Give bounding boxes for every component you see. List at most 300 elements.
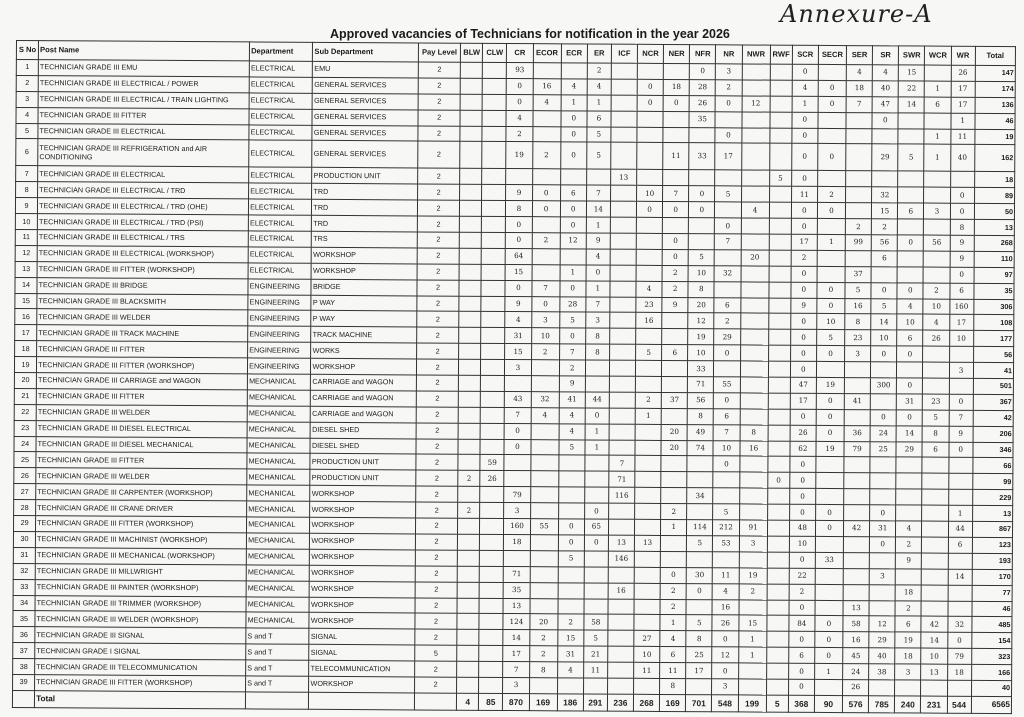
table-cell: 2: [660, 599, 686, 615]
table-cell: 2: [418, 168, 460, 184]
table-cell: 17: [790, 393, 816, 409]
table-cell: 18: [974, 172, 1014, 188]
table-cell: 8: [585, 328, 609, 344]
table-cell: 6: [949, 283, 973, 299]
table-cell: [481, 359, 505, 375]
table-cell: [531, 376, 559, 392]
table-cell: 0: [663, 202, 689, 218]
table-cell: 11: [950, 129, 974, 145]
table-body: [12, 60, 1015, 714]
table-cell: [482, 216, 506, 232]
column-header: BLW: [461, 43, 483, 62]
table-cell: 10: [949, 331, 973, 347]
table-cell: 0: [789, 600, 815, 616]
table-cell: [482, 201, 506, 217]
table-cell: 20: [741, 250, 769, 266]
table-cell: 162: [974, 145, 1015, 172]
table-cell: 9: [950, 235, 974, 251]
table-cell: [689, 218, 715, 234]
table-cell: 29: [869, 632, 895, 648]
table-cell: 10: [921, 648, 947, 664]
table-cell: 11: [634, 662, 660, 678]
table-cell: [922, 473, 948, 489]
table-cell: 0: [818, 144, 846, 171]
table-cell: [843, 552, 869, 568]
table-cell: 5: [16, 123, 38, 139]
table-cell: 6: [897, 330, 923, 346]
table-cell: WORKSHOP: [312, 247, 418, 264]
table-cell: [483, 62, 507, 78]
table-cell: TECHNICIAN GRADE III MACHINIST (WORKSHOP): [36, 532, 247, 549]
table-cell: [531, 439, 559, 455]
table-cell: 58: [843, 616, 869, 632]
table-cell: 0: [815, 632, 843, 648]
table-cell: [816, 473, 844, 489]
table-cell: 2: [660, 583, 686, 599]
table-cell: [767, 488, 789, 504]
table-cell: [815, 568, 843, 584]
table-cell: 0: [816, 425, 844, 441]
table-cell: 5: [713, 504, 739, 520]
table-cell: 3: [869, 568, 895, 584]
table-cell: 10: [789, 536, 815, 552]
table-cell: [530, 487, 558, 503]
table-cell: [458, 423, 480, 439]
table-cell: 110: [974, 251, 1014, 267]
table-cell: 29: [872, 144, 898, 171]
table-cell: 0: [790, 473, 816, 489]
table-cell: [460, 62, 482, 78]
table-cell: [715, 170, 741, 186]
table-cell: [458, 534, 480, 550]
table-cell: 147: [975, 65, 1015, 81]
table-cell: [460, 110, 482, 126]
table-cell: 2: [458, 471, 480, 487]
table-cell: 14: [921, 632, 947, 648]
table-cell: CARRIAGE and WAGON: [311, 390, 417, 407]
table-cell: 0: [791, 314, 817, 330]
table-cell: WORKSHOP: [310, 517, 416, 534]
table-cell: 154: [971, 633, 1011, 649]
table-cell: [460, 185, 482, 201]
table-cell: 47: [790, 377, 816, 393]
table-cell: 17: [791, 234, 817, 250]
table-cell: [870, 489, 896, 505]
table-cell: 40: [950, 145, 974, 172]
table-cell: [817, 219, 845, 235]
table-cell: 93: [507, 62, 533, 78]
table-cell: [950, 172, 974, 188]
table-cell: TECHNICIAN GRADE III CARRIAGE and WAGON: [36, 373, 247, 390]
table-cell: [769, 186, 791, 202]
table-cell: 26: [712, 615, 738, 631]
table-cell: [610, 185, 636, 201]
total-cell: [309, 692, 415, 710]
table-cell: 31: [870, 521, 896, 537]
table-cell: [844, 457, 870, 473]
table-cell: 18: [504, 534, 530, 550]
table-cell: 79: [947, 648, 971, 664]
table-cell: TRD: [312, 200, 418, 217]
table-cell: 2: [415, 550, 457, 566]
table-cell: [741, 143, 769, 170]
table-cell: [898, 113, 924, 129]
table-cell: [871, 267, 897, 283]
table-cell: 3: [531, 312, 559, 328]
table-cell: TECHNICIAN GRADE III MILLWRIGHT: [35, 563, 246, 580]
table-cell: [768, 377, 790, 393]
table-cell: [661, 456, 687, 472]
table-cell: 0: [896, 410, 922, 426]
table-cell: 37: [661, 392, 687, 408]
table-cell: [738, 679, 766, 695]
table-cell: 2: [415, 661, 457, 677]
table-cell: 18: [895, 584, 921, 600]
table-cell: 5: [636, 345, 662, 361]
table-cell: [460, 216, 482, 232]
table-cell: [770, 112, 792, 128]
table-cell: [767, 600, 789, 616]
table-cell: TECHNICIAN GRADE III ELECTRICAL / TRD (PSI): [37, 214, 248, 231]
table-cell: 34: [13, 595, 35, 611]
table-cell: [845, 203, 871, 219]
table-cell: 16: [15, 309, 37, 325]
table-cell: 84: [789, 616, 815, 632]
table-cell: 25: [14, 452, 36, 468]
table-cell: 23: [845, 330, 871, 346]
table-cell: [739, 599, 767, 615]
table-cell: 16: [845, 298, 871, 314]
table-cell: [481, 375, 505, 391]
table-cell: [636, 265, 662, 281]
table-cell: 123: [972, 537, 1012, 553]
table-cell: [742, 112, 770, 128]
table-cell: [607, 678, 633, 694]
table-cell: 4: [531, 407, 559, 423]
table-cell: [479, 630, 503, 646]
table-cell: 0: [561, 111, 587, 127]
table-cell: 1: [817, 234, 845, 250]
table-cell: 30: [13, 531, 35, 547]
table-cell: [479, 598, 503, 614]
total-cell: 576: [842, 695, 868, 712]
table-cell: [949, 378, 973, 394]
table-cell: ENGINEERING: [248, 342, 311, 358]
table-cell: [530, 582, 558, 598]
table-cell: TECHNICIAN GRADE III ELECTRICAL / POWER: [38, 76, 249, 93]
column-header: Sub Department: [313, 42, 419, 62]
column-header: RWF: [770, 45, 792, 64]
table-cell: 20: [688, 297, 714, 313]
table-cell: 2: [871, 219, 897, 235]
table-cell: 13: [611, 170, 637, 186]
table-cell: [610, 233, 636, 249]
table-cell: [460, 142, 482, 169]
table-cell: WORKSHOP: [310, 501, 416, 518]
table-cell: 2: [559, 360, 585, 376]
table-cell: 2: [532, 142, 560, 169]
table-cell: [687, 504, 713, 520]
table-cell: [481, 296, 505, 312]
table-cell: 16: [843, 632, 869, 648]
table-cell: [818, 64, 846, 80]
table-cell: 0: [662, 233, 688, 249]
table-cell: 19: [975, 129, 1015, 145]
table-cell: [767, 568, 789, 584]
table-cell: 89: [974, 188, 1014, 204]
table-cell: 65: [584, 519, 608, 535]
table-cell: [635, 503, 661, 519]
table-cell: 13: [15, 261, 37, 277]
table-cell: 4: [636, 281, 662, 297]
table-cell: [872, 171, 898, 187]
table-cell: [505, 376, 531, 392]
table-cell: 4: [559, 424, 585, 440]
total-cell: 544: [947, 696, 971, 713]
table-cell: [661, 488, 687, 504]
column-header: Pay Level: [418, 43, 460, 62]
table-cell: EMU: [313, 61, 419, 78]
table-cell: 21: [14, 388, 36, 404]
table-cell: 1: [585, 440, 609, 456]
table-cell: [479, 566, 503, 582]
table-cell: 11: [663, 143, 689, 170]
table-cell: 0: [506, 94, 532, 110]
table-cell: [459, 264, 481, 280]
table-cell: 2: [896, 537, 922, 553]
table-cell: 1: [661, 519, 687, 535]
table-cell: [741, 218, 769, 234]
table-cell: ELECTRICAL: [249, 93, 312, 109]
table-cell: 8: [16, 182, 38, 198]
table-cell: 2: [415, 566, 457, 582]
table-cell: 13: [921, 664, 947, 680]
table-cell: DIESEL SHED: [311, 422, 417, 439]
column-header: SER: [846, 46, 872, 65]
table-cell: MECHANICAL: [247, 406, 310, 422]
table-cell: 26: [790, 425, 816, 441]
table-cell: 0: [585, 408, 609, 424]
table-cell: ENGINEERING: [248, 295, 311, 311]
table-cell: ELECTRICAL: [249, 199, 312, 215]
table-cell: [923, 362, 949, 378]
table-cell: 1: [924, 129, 950, 145]
table-cell: [686, 679, 712, 695]
table-cell: [609, 344, 635, 360]
table-cell: 146: [608, 551, 634, 567]
table-cell: [662, 313, 688, 329]
table-cell: [610, 201, 636, 217]
table-cell: 0: [790, 330, 816, 346]
table-cell: 14: [15, 277, 37, 293]
table-cell: [769, 218, 791, 234]
column-header: NER: [664, 44, 690, 63]
table-cell: 9: [505, 296, 531, 312]
table-cell: [739, 488, 767, 504]
table-cell: [739, 472, 767, 488]
table-cell: [923, 346, 949, 362]
table-cell: 160: [949, 299, 973, 315]
table-cell: 13: [608, 535, 634, 551]
table-cell: 0: [817, 203, 845, 219]
table-cell: 5: [558, 551, 584, 567]
table-cell: 4: [586, 249, 610, 265]
table-cell: [768, 314, 790, 330]
table-cell: [457, 661, 479, 677]
table-cell: 31: [897, 394, 923, 410]
table-cell: [948, 585, 972, 601]
table-cell: [898, 219, 924, 235]
table-cell: 2: [662, 265, 688, 281]
table-cell: [532, 126, 560, 142]
table-cell: [611, 143, 637, 170]
table-cell: [897, 362, 923, 378]
table-cell: 2: [531, 344, 559, 360]
table-cell: 9: [506, 185, 532, 201]
table-cell: [531, 423, 559, 439]
table-cell: 3: [895, 664, 921, 680]
total-cell: [246, 692, 309, 709]
table-cell: 42: [921, 616, 947, 632]
table-cell: 7: [503, 662, 529, 678]
table-cell: 10: [688, 265, 714, 281]
column-header: SWR: [899, 46, 925, 65]
table-cell: 0: [947, 632, 971, 648]
table-cell: [504, 455, 530, 471]
table-cell: [766, 631, 788, 647]
table-cell: [480, 550, 504, 566]
table-cell: SIGNAL: [309, 629, 415, 646]
table-cell: [949, 346, 973, 362]
total-cell: 368: [788, 695, 814, 712]
table-cell: 2: [416, 502, 458, 518]
table-cell: 3: [586, 312, 610, 328]
table-cell: [846, 144, 872, 171]
table-cell: [506, 169, 532, 185]
table-cell: 17: [949, 315, 973, 331]
table-cell: [843, 537, 869, 553]
table-cell: 2: [417, 296, 459, 312]
table-cell: [634, 678, 660, 694]
table-cell: WORKSHOP: [310, 549, 416, 566]
table-cell: [457, 566, 479, 582]
table-cell: 59: [480, 455, 504, 471]
table-cell: [457, 598, 479, 614]
table-cell: 0: [791, 171, 817, 187]
table-cell: 5: [559, 312, 585, 328]
table-cell: 55: [530, 519, 558, 535]
table-cell: PRODUCTION UNIT: [310, 454, 416, 471]
table-cell: 2: [416, 423, 458, 439]
table-cell: 2: [662, 281, 688, 297]
table-cell: 2: [417, 248, 459, 264]
table-cell: [740, 409, 768, 425]
table-cell: [924, 187, 950, 203]
table-cell: 485: [972, 617, 1012, 633]
table-cell: WORKSHOP: [311, 358, 417, 375]
table-cell: [480, 534, 504, 550]
table-cell: 1: [738, 631, 766, 647]
table-cell: 31: [505, 328, 531, 344]
table-cell: [769, 234, 791, 250]
table-cell: 0: [714, 393, 740, 409]
table-cell: [662, 361, 688, 377]
table-cell: [687, 551, 713, 567]
table-cell: 0: [715, 127, 741, 143]
table-cell: 35: [504, 582, 530, 598]
table-cell: [948, 553, 972, 569]
table-cell: 2: [716, 80, 742, 96]
table-cell: 0: [714, 345, 740, 361]
table-cell: TECHNICIAN GRADE III ELECTRICAL / TRS: [37, 230, 248, 247]
table-cell: 11: [583, 662, 607, 678]
table-cell: TECHNICIAN GRADE III REFRIGERATION and AIR CONDITIONING: [38, 139, 249, 167]
column-header: ECOR: [533, 44, 561, 63]
table-cell: 0: [870, 537, 896, 553]
table-cell: 15: [738, 615, 766, 631]
table-cell: 0: [791, 282, 817, 298]
table-cell: 2: [416, 359, 458, 375]
table-cell: 1: [660, 615, 686, 631]
table-cell: [481, 328, 505, 344]
table-cell: 10: [15, 214, 37, 230]
table-cell: 17: [715, 143, 741, 170]
table-cell: 0: [558, 519, 584, 535]
table-cell: 7: [846, 96, 872, 112]
table-cell: 58: [584, 614, 608, 630]
table-cell: [769, 144, 791, 171]
table-cell: [610, 328, 636, 344]
table-cell: [818, 171, 846, 187]
table-cell: 27: [14, 484, 36, 500]
column-header: SECR: [818, 45, 846, 64]
table-cell: TECHNICIAN GRADE III WELDER (WORKSHOP): [35, 611, 246, 628]
table-cell: 3: [924, 203, 950, 219]
table-cell: 6: [660, 647, 686, 663]
table-cell: [767, 584, 789, 600]
table-cell: 0: [792, 64, 818, 80]
table-cell: 13: [503, 598, 529, 614]
table-cell: WORKSHOP: [310, 533, 416, 550]
table-cell: 2: [714, 313, 740, 329]
table-cell: 15: [899, 65, 925, 81]
table-cell: 32: [714, 266, 740, 282]
table-cell: ELECTRICAL: [249, 183, 312, 199]
table-cell: [457, 582, 479, 598]
table-cell: 31: [13, 547, 35, 563]
table-cell: 44: [948, 521, 972, 537]
total-cell: 291: [583, 694, 607, 711]
table-cell: 35: [974, 283, 1014, 299]
table-cell: 0: [949, 394, 973, 410]
table-cell: 4: [872, 65, 898, 81]
table-cell: 0: [715, 218, 741, 234]
table-cell: 0: [791, 218, 817, 234]
table-cell: [459, 280, 481, 296]
table-cell: 25: [686, 647, 712, 663]
table-cell: 10: [871, 330, 897, 346]
table-cell: 56: [973, 347, 1013, 363]
table-cell: 5: [871, 298, 897, 314]
table-cell: TECHNICIAN GRADE III TELECOMMUNICATION: [35, 659, 246, 676]
column-header: CLW: [483, 43, 507, 62]
total-cell: 90: [814, 695, 842, 712]
table-cell: GENERAL SERVICES: [313, 77, 419, 94]
table-cell: 0: [558, 535, 584, 551]
table-cell: [481, 248, 505, 264]
table-cell: 26: [951, 65, 975, 81]
table-cell: 1: [815, 663, 843, 679]
